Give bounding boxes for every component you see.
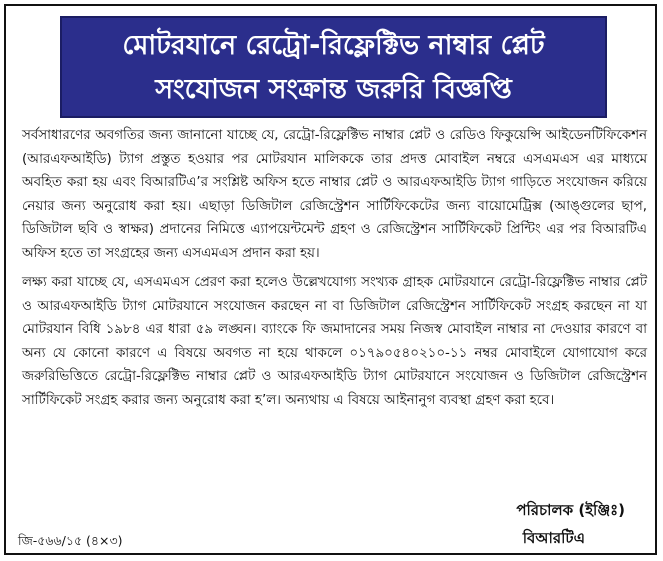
paragraph-1: সর্বসাধারণের অবগতির জন্য জানানো যাচ্ছে যে, রেট্রো-রিফ্লেক্টিভ নাম্বার প্লেট ও রেডিও ফিকুয়েন্সি আইডেনটিফিকেশন (আরএফআইডি) ট্যাগ প্রস্তুত হওয়ার পর মোটরযান মালিককে তার প্রদত্ত মোবাইল নম্বরে এসএমএস এর মাধ্যমে অবহিত করা হয় এবং বিআরটিএ’র সংশ্লিষ্ট অফিস হতে নাম্বার প্লেট ও আরএফআইডি ট্যাগ গাড়িতে সংযোজন করিয়ে নেয়ার জন্য অনুরোধ করা হয়। এছাড়া ডিজিটাল রেজিস্ট্রেশন সার্টিফিকেটের জন্য বায়োমেট্রিক্স (আঙ্গুলের ছাপ, ডিজিটাল ছবি ও স্বাক্ষর) প্রদানের নিমিত্তে এ্যাপয়েন্টমেন্ট গ্রহণ ও রেজিস্ট্রেশন সার্টিফিকেট প্রিন্টিং এর পর বিআরটিএ অফিস হতে তা সংগ্রহের জন্য এসএমএস প্রদান করা হয়। [22,128,647,261]
notice-frame [4,4,657,555]
signatory-title: পরিচালক (ইঞ্জিঃ) [516,501,625,519]
notice-headline [60,16,607,118]
paragraph-2: লক্ষ্য করা যাচ্ছে যে, এসএমএস প্রেরণ করা হলেও উল্লেখযোগ্য সংখ্যক গ্রাহক মোটরযানে রেট্রো-রিফ্লেক্টিভ নাম্বার প্লেট ও আরএফআইডি ট্যাগ মোটরযানে সংযোজন করছেন না বা ডিজিটাল রেজিস্ট্রেশন সার্টিফিকেট সংগ্রহ করছেন না যা মোটরযান বিধি ১৯৮৪ এর ধারা ৫৯ লঙ্ঘন। ব্যাংকে ফি জমাদানের সময় নিজস্ব মোবাইল নাম্বার না দেওয়ার কারণে বা অন্য যে কোনো কারণে এ বিষয়ে অবগত না হয়ে থাকলে ০১৭৯০৫৪০২১০-১১ নম্বর মোবাইলে যোগাযোগ করে জরুরিভিত্তিতে রেট্রো-রিফ্লেক্টিভ নাম্বার প্লেট ও আরএফআইডি ট্যাগ মোটরযানে সংযোজন ও ডিজিটাল রেজিস্ট্রেশন সার্টিফিকেট সংগ্রহ করার জন্য অনুরোধ করা হ’ল। অন্যথায় এ বিষয়ে আইনানুগ ব্যবস্থা গ্রহণ করা হবে। [22,275,647,408]
headline-line-1: মোটরযানে রেট্রো-রিফ্লেক্টিভ নাম্বার প্লেট [122,30,545,61]
reference-code: জি-৫৬৬/১৫ (৪×৩) [18,533,123,548]
headline-line-2: সংযোজন সংক্রান্ত জরুরি বিজ্ঞপ্তি [155,74,512,105]
signatory-org: বিআরটিএ [522,529,585,547]
notice-body [22,124,647,412]
signature-block [516,496,625,552]
